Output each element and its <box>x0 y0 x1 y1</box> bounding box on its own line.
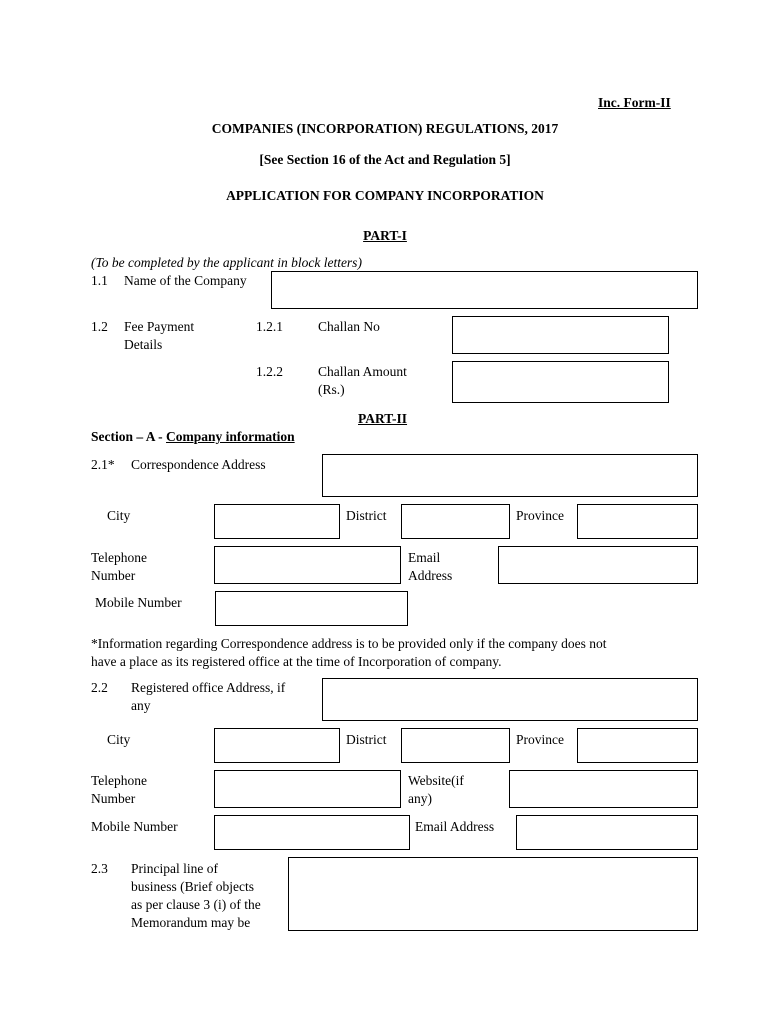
reg-website-label-1: Website(if <box>408 773 464 788</box>
business-num: 2.3 <box>91 861 108 876</box>
part1-heading: PART-I <box>363 228 407 243</box>
fee-num: 1.2 <box>91 319 108 334</box>
company-name-field[interactable] <box>271 271 698 309</box>
corr-province-label: Province <box>516 508 564 523</box>
reg-province-label: Province <box>516 732 564 747</box>
corr-label: Correspondence Address <box>131 457 266 472</box>
part2-heading: PART-II <box>358 411 408 426</box>
fee-label-2: Details <box>124 337 163 352</box>
principal-business-field[interactable] <box>288 857 698 931</box>
corr-tel-label-1: Telephone <box>91 550 148 565</box>
corr-email-label-2: Address <box>408 568 453 583</box>
reg-label-2: any <box>131 698 151 713</box>
reg-district-field[interactable] <box>401 728 510 763</box>
reg-email-field[interactable] <box>516 815 698 850</box>
name-num: 1.1 <box>91 273 108 288</box>
application-title: APPLICATION FOR COMPANY INCORPORATION <box>226 188 544 203</box>
section-prefix: Section – A - <box>91 429 167 444</box>
reg-mobile-field[interactable] <box>214 815 410 850</box>
challan-amount-label-2: (Rs.) <box>318 382 345 397</box>
business-label-2: business (Brief objects <box>131 879 254 894</box>
challan-no-field[interactable] <box>452 316 669 354</box>
challan-amount-label-1: Challan Amount <box>318 364 407 379</box>
corr-note-1: *Information regarding Correspondence address is to be provided only if the company does not <box>91 636 607 651</box>
corr-mobile-label: Mobile Number <box>95 595 182 610</box>
corr-district-field[interactable] <box>401 504 510 539</box>
corr-num: 2.1* <box>91 457 115 472</box>
reg-city-field[interactable] <box>214 728 340 763</box>
section-title: Company information <box>166 429 295 444</box>
corr-city-field[interactable] <box>214 504 340 539</box>
reg-mobile-label: Mobile Number <box>91 819 178 834</box>
reg-city-label: City <box>107 732 131 747</box>
challan-amount-field[interactable] <box>452 361 669 403</box>
corr-email-field[interactable] <box>498 546 698 584</box>
reg-province-field[interactable] <box>577 728 698 763</box>
name-label: Name of the Company <box>124 273 247 288</box>
see-section: [See Section 16 of the Act and Regulation 5] <box>259 152 511 167</box>
business-label-3: as per clause 3 (i) of the <box>131 897 261 912</box>
corr-telephone-field[interactable] <box>214 546 401 584</box>
reg-website-label-2: any) <box>408 791 432 806</box>
reg-num: 2.2 <box>91 680 108 695</box>
corr-mobile-field[interactable] <box>215 591 408 626</box>
corr-tel-label-2: Number <box>91 568 136 583</box>
form-id: Inc. Form-II <box>598 95 671 110</box>
block-letters-instruction: (To be completed by the applicant in block letters) <box>91 255 362 270</box>
challan-no-num: 1.2.1 <box>256 319 283 334</box>
reg-label-1: Registered office Address, if <box>131 680 286 695</box>
corr-city-label: City <box>107 508 131 523</box>
reg-email-label: Email Address <box>415 819 495 834</box>
reg-website-field[interactable] <box>509 770 698 808</box>
registered-address-field[interactable] <box>322 678 698 721</box>
reg-tel-label-2: Number <box>91 791 136 806</box>
corr-province-field[interactable] <box>577 504 698 539</box>
reg-district-label: District <box>346 732 387 747</box>
corr-note-2: have a place as its registered office at the time of Incorporation of company. <box>91 654 502 669</box>
fee-label-1: Fee Payment <box>124 319 195 334</box>
challan-no-label: Challan No <box>318 319 380 334</box>
correspondence-address-field[interactable] <box>322 454 698 497</box>
corr-district-label: District <box>346 508 387 523</box>
corr-email-label-1: Email <box>408 550 441 565</box>
reg-tel-label-1: Telephone <box>91 773 148 788</box>
business-label-1: Principal line of <box>131 861 218 876</box>
business-label-4: Memorandum may be <box>131 915 251 930</box>
challan-amount-num: 1.2.2 <box>256 364 283 379</box>
reg-telephone-field[interactable] <box>214 770 401 808</box>
regulation-title: COMPANIES (INCORPORATION) REGULATIONS, 2017 <box>211 121 559 136</box>
section-a-heading <box>91 428 295 446</box>
